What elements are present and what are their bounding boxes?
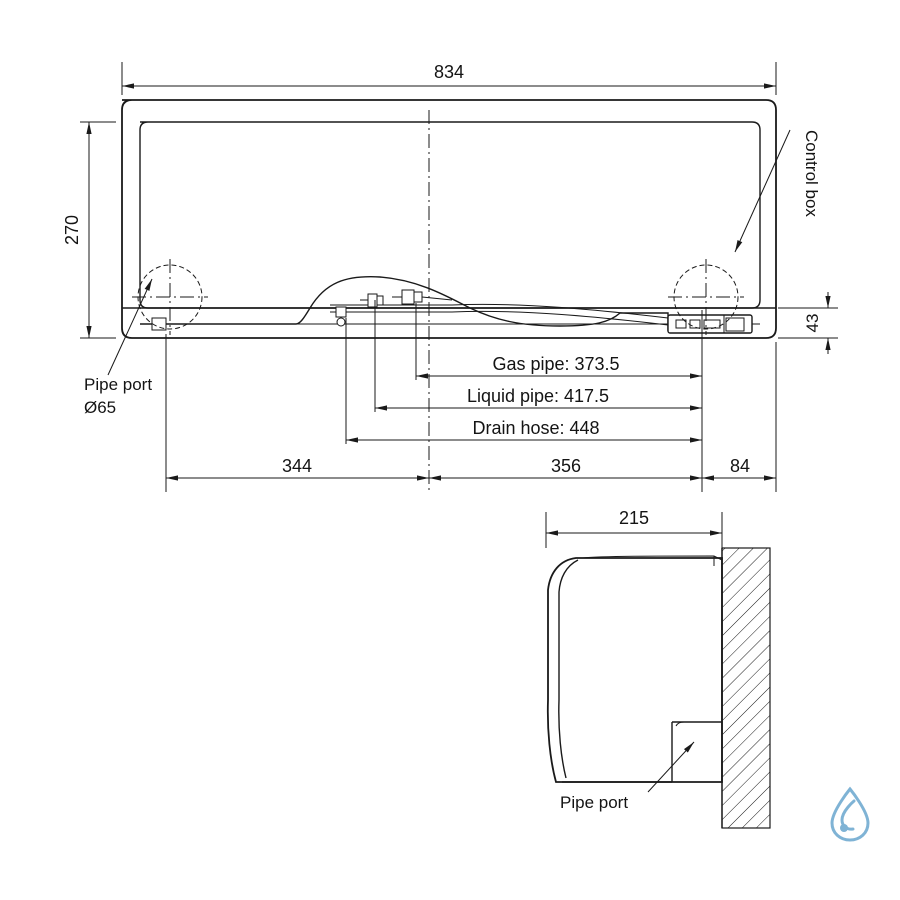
liquid-pipe-label: Liquid pipe: 417.5 bbox=[466, 386, 610, 406]
pipe-port-label-line1: Pipe port bbox=[84, 375, 153, 394]
unit-side-profile bbox=[548, 558, 722, 782]
dim-356-text: 356 bbox=[550, 456, 582, 476]
dim-43-text: 43 bbox=[803, 313, 822, 333]
water-drop-logo bbox=[820, 783, 880, 845]
unit-body-outline bbox=[122, 100, 776, 338]
dim-215-text: 215 bbox=[618, 508, 650, 528]
pipe-port-label-line2: Ø65 bbox=[84, 398, 117, 417]
side-front-curve bbox=[559, 560, 578, 778]
front-panel-outline bbox=[140, 122, 760, 308]
side-view-group bbox=[546, 508, 770, 828]
gas-pipe-label: Gas pipe: 373.5 bbox=[492, 354, 620, 374]
dim-84-text: 84 bbox=[729, 456, 751, 476]
bottom-contour-curve bbox=[140, 277, 752, 330]
side-pipe-port-label: Pipe port bbox=[560, 793, 629, 812]
control-box-leader bbox=[735, 130, 790, 252]
wall-hatch bbox=[722, 548, 770, 828]
dim-270-text: 270 bbox=[62, 214, 82, 246]
control-box-label: Control box bbox=[802, 130, 821, 217]
front-view-group bbox=[62, 62, 838, 492]
dim-834-text: 834 bbox=[433, 62, 465, 82]
control-box-part bbox=[668, 315, 752, 333]
side-pipe-port-leader bbox=[648, 742, 694, 792]
dim-344-text: 344 bbox=[281, 456, 313, 476]
drain-hose-label: Drain hose: 448 bbox=[472, 418, 600, 438]
side-pipe-port-outline bbox=[672, 722, 722, 782]
pipe-port-leader bbox=[108, 279, 152, 375]
